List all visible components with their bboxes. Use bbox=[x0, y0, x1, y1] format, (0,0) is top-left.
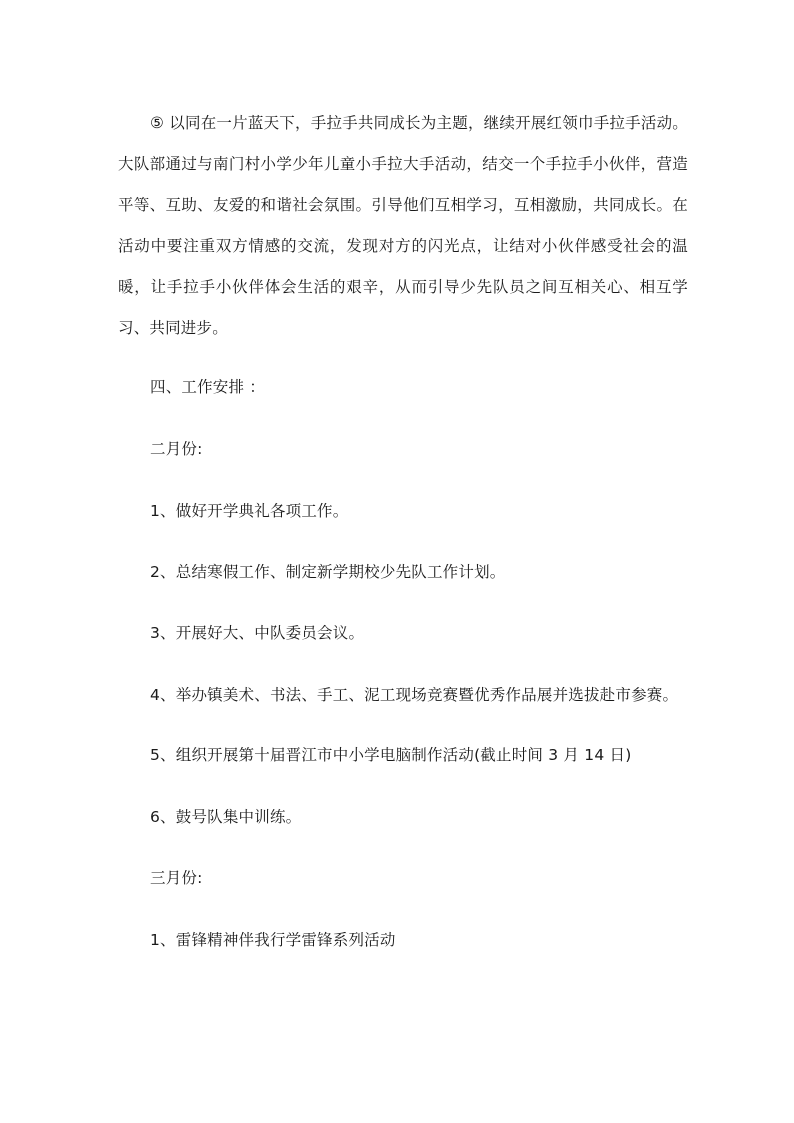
list-item: 1、雷锋精神伴我行学雷锋系列活动 bbox=[150, 931, 396, 949]
section-heading: 四、工作安排 ： bbox=[150, 378, 266, 396]
intro-paragraph: ⑤ 以同在一片蓝天下，手拉手共同成长为主题，继续开展红领巾手拉手活动。大队部通过与南门村小学少年儿童小手拉大手活动，结交一个手拉手小伙伴，营造平等、互助、友爱的和谐社会氛围。引导他们互相学习，互相激励，共同成长。在活动中要注重双方情感的交流，发现对方的闪光点，让结对小伙伴感受社会的温暖，让手拉手小伙伴体会生活的艰辛，从而引导少先队员之间互相关心、相互学习、共同进步。 bbox=[118, 114, 688, 337]
march-title: 三月份: bbox=[150, 869, 203, 887]
list-item: 6、鼓号队集中训练。 bbox=[150, 808, 302, 826]
list-item: 4、举办镇美术、书法、手工、泥工现场竞赛暨优秀作品展并选拔赴市参赛。 bbox=[150, 686, 679, 704]
list-item: 3、开展好大、中队委员会议。 bbox=[150, 624, 365, 642]
list-item: 1、做好开学典礼各项工作。 bbox=[150, 502, 349, 520]
february-title: 二月份: bbox=[150, 440, 203, 458]
list-item: 2、总结寒假工作、制定新学期校少先队工作计划。 bbox=[150, 563, 506, 581]
list-item: 5、组织开展第十届晋江市中小学电脑制作活动(截止时间 3 月 14 日) bbox=[150, 746, 632, 764]
